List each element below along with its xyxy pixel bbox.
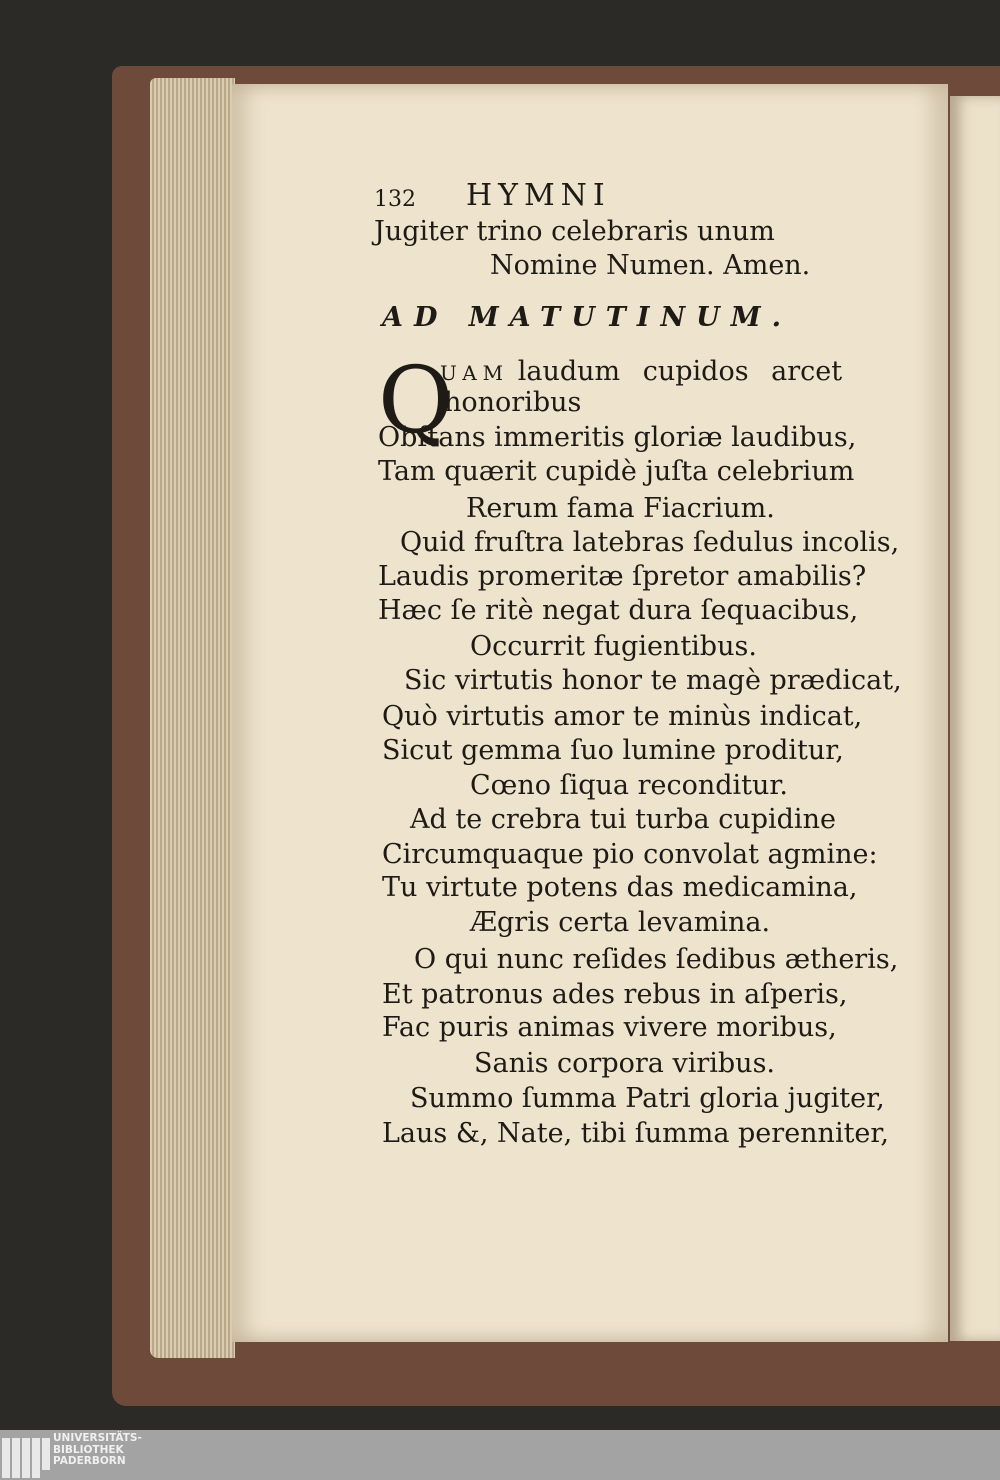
page-number: 132 (374, 187, 416, 212)
logo-line: PADERBORN (53, 1455, 126, 1467)
text-line: Tam quærit cupidè juſta celebrium (378, 456, 855, 487)
text-line: Summo ſumma Patri gloria jugiter, (410, 1083, 885, 1114)
running-head: HYMNI (466, 178, 611, 213)
footer-bar (0, 1430, 1000, 1480)
text-line: O qui nunc reſides ſedibus ætheris, (414, 944, 899, 975)
logo-line: BIBLIOTHEK (53, 1443, 124, 1456)
section-title: AD MATUTINUM. (382, 302, 792, 333)
text-line: Laus &, Nate, tibi ſumma perenniter, (382, 1118, 889, 1149)
text-line: Ægris certa levamina. (470, 907, 771, 938)
small-caps-word: UAM (440, 361, 510, 385)
text-line: Circumquaque pio convolat agmine: (382, 839, 878, 870)
text-line: Obſtans immeritis gloriæ laudibus, (378, 422, 857, 453)
text-line: Quid fruſtra latebras ſedulus incolis, (400, 527, 900, 558)
text-line: Quò virtutis amor te minùs indicat, (382, 701, 863, 732)
text-line: Sicut gemma ſuo lumine proditur, (382, 735, 844, 766)
text-line: Jugiter trino celebraris unum (374, 216, 775, 247)
text-line: Sic virtutis honor te magè prædicat, (404, 665, 902, 696)
text-line: Hæc ſe ritè negat dura ſequacibus, (378, 595, 859, 626)
text-line: Tu virtute potens das medicamina, (382, 872, 858, 903)
logo-line: UNIVERSITÄTS- (53, 1432, 142, 1444)
text-line: Sanis corpora viribus. (474, 1048, 776, 1079)
library-logo-text (53, 1433, 142, 1468)
text-line (440, 356, 842, 389)
text-line: Fac puris animas vivere moribus, (382, 1012, 837, 1043)
text-line: Et patronus ades rebus in aſperis, (382, 979, 848, 1010)
facing-page (950, 96, 1000, 1341)
text-line: Rerum fama Fiacrium. (466, 493, 775, 524)
page-edges (150, 78, 235, 1358)
text-line: Laudis promeritæ ſpretor amabilis? (378, 561, 867, 592)
text-line: Nomine Numen. Amen. (490, 250, 811, 281)
text-line: Cœno ſiqua reconditur. (470, 770, 788, 801)
text-line: honoribus (444, 387, 582, 418)
drop-cap: Q (378, 347, 454, 454)
text-line: Ad te crebra tui turba cupidine (410, 804, 836, 835)
first-line-rest: laudum cupidos arcet (517, 356, 843, 387)
text-line: Occurrit fugientibus. (470, 631, 757, 662)
